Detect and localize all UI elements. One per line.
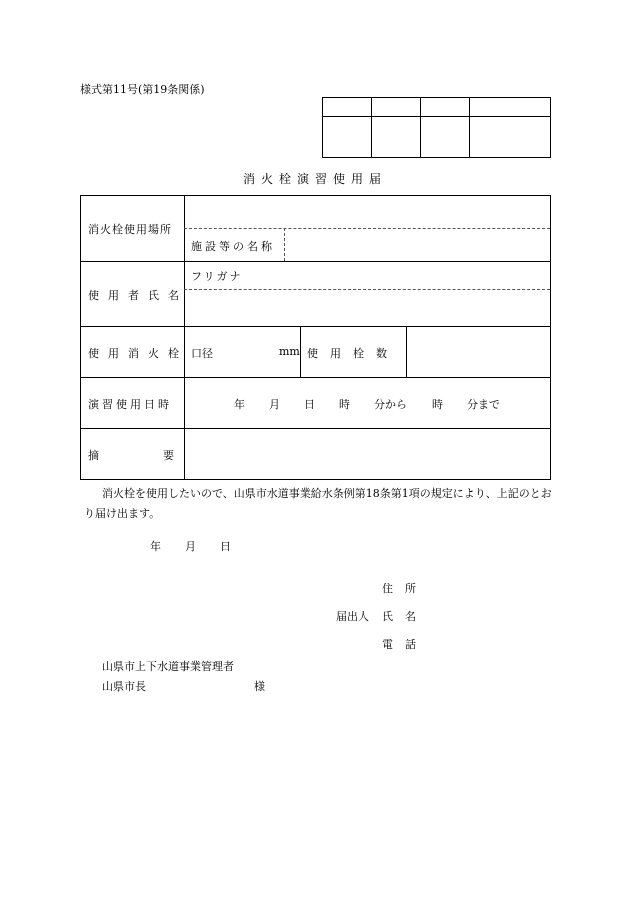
facility-name-label: 施設等の名称	[191, 240, 275, 253]
dashed-divider	[284, 228, 285, 261]
row-location	[81, 196, 550, 261]
user-name-label: 使用者氏名	[88, 289, 188, 302]
dashed-divider	[184, 289, 550, 290]
reception-stamp-table	[322, 97, 551, 158]
stamp-cell	[372, 117, 421, 158]
divider	[184, 378, 185, 429]
stamp-cell	[323, 98, 372, 117]
remarks-field[interactable]	[191, 435, 544, 475]
statement-text: 消火栓を使用したいので、山県市水道事業給水条例第18条第1項の規定により、上記のとおり届け出ます。	[84, 487, 552, 520]
datetime-label: 演習使用日時	[88, 398, 172, 411]
hydrant-count-field[interactable]	[412, 333, 544, 372]
hour-unit: 時	[339, 398, 350, 411]
statement-paragraph	[84, 484, 554, 524]
dashed-divider	[184, 228, 550, 229]
row-datetime	[81, 377, 550, 429]
stamp-cell	[470, 117, 551, 158]
date-month: 月	[185, 540, 196, 553]
remarks-label: 摘要	[88, 449, 238, 462]
furigana-label: フリガナ	[191, 270, 243, 283]
hour-unit-2: 時	[432, 398, 443, 411]
addressee-line2: 山県市長	[102, 680, 146, 693]
stamp-cell	[470, 98, 551, 117]
stamp-cell	[421, 98, 470, 117]
stamp-cell	[372, 98, 421, 117]
stamp-cell	[323, 117, 372, 158]
year-unit: 年	[234, 398, 245, 411]
date-year: 年	[150, 540, 161, 553]
count-label: 使用栓数	[307, 347, 399, 360]
address-label: 住所	[382, 582, 428, 595]
date-day: 日	[220, 540, 231, 553]
application-table	[80, 195, 551, 480]
user-name-field[interactable]	[191, 292, 544, 324]
minute-to-unit: 分まで	[467, 398, 500, 411]
name-label: 氏名	[382, 610, 428, 623]
row-user	[81, 261, 550, 327]
month-unit: 月	[269, 398, 280, 411]
row-remarks	[81, 428, 550, 480]
facility-name-field[interactable]	[290, 230, 544, 258]
addressee-line1: 山県市上下水道事業管理者	[102, 660, 234, 673]
hydrant-label: 使用消火栓	[88, 347, 188, 360]
minute-from-unit: 分から	[374, 398, 407, 411]
diameter-label: 口径	[191, 347, 213, 360]
stamp-cell	[421, 117, 470, 158]
phone-label: 電話	[382, 638, 428, 651]
row-hydrant	[81, 326, 550, 378]
divider	[300, 327, 301, 378]
divider	[406, 327, 407, 378]
honorific: 様	[254, 680, 265, 693]
applicant-label: 届出人	[336, 610, 369, 623]
location-label: 消火栓使用場所	[88, 223, 172, 236]
document-title: 消火栓演習使用届	[242, 172, 387, 186]
diameter-unit: mm	[279, 345, 300, 358]
form-number: 様式第11号(第19条関係)	[80, 83, 205, 96]
day-unit: 日	[304, 398, 315, 411]
